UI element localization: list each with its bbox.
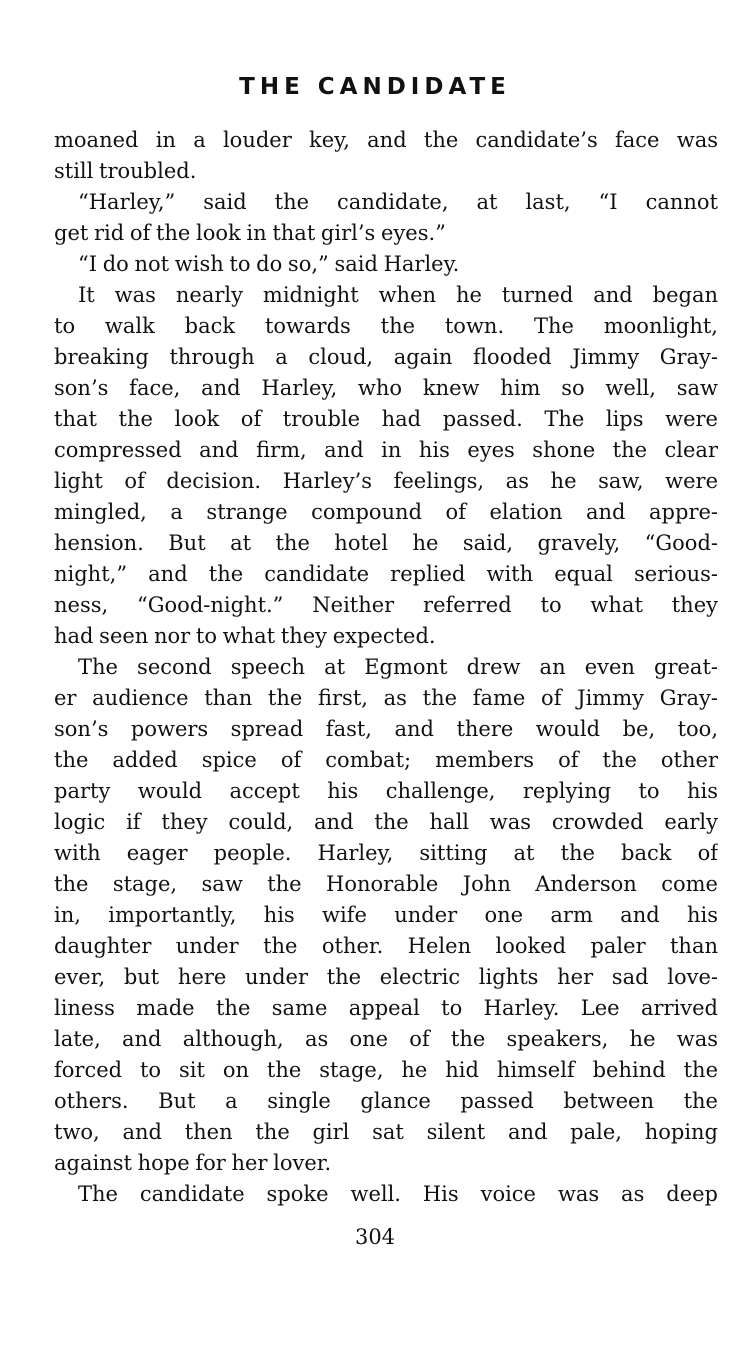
text-line: to walk back towards the town. The moonlight,: [54, 314, 718, 338]
text-line: get rid of the look in that girl’s eyes.”: [54, 221, 446, 245]
text-line: party would accept his challenge, replying to his: [54, 779, 718, 803]
text-line: in, importantly, his wife under one arm and his: [54, 903, 718, 927]
text-line: forced to sit on the stage, he hid himself behind the: [54, 1058, 718, 1082]
text-line: daughter under the other. Helen looked paler than: [54, 934, 718, 958]
running-head-title: THE CANDIDATE: [239, 74, 511, 100]
text-line: mingled, a strange compound of elation and appre-: [54, 500, 718, 524]
text-line: ever, but here under the electric lights her sad love-: [54, 965, 718, 989]
text-line: hension. But at the hotel he said, gravely, “Good-: [54, 531, 718, 555]
page-number: 304: [354, 1225, 396, 1249]
text-line: ness, “Good-night.” Neither referred to what they: [54, 593, 718, 617]
text-line: breaking through a cloud, again flooded Jimmy Gray-: [54, 345, 718, 369]
text-line: er audience than the first, as the fame of Jimmy Gray-: [54, 686, 718, 710]
text-line: two, and then the girl sat silent and pale, hoping: [54, 1120, 718, 1144]
text-line: The second speech at Egmont drew an even great-: [78, 655, 718, 679]
text-line: light of decision. Harley’s feelings, as he saw, were: [54, 469, 718, 493]
text-line: logic if they could, and the hall was crowded early: [54, 810, 718, 834]
text-line: son’s powers spread fast, and there would be, too,: [54, 717, 718, 741]
text-line: still troubled.: [54, 159, 197, 183]
text-line: night,” and the candidate replied with equal serious-: [54, 562, 718, 586]
text-line: that the look of trouble had passed. The lips were: [54, 407, 718, 431]
text-line: The candidate spoke well. His voice was as deep: [78, 1182, 718, 1206]
text-line: others. But a single glance passed between the: [54, 1089, 718, 1113]
text-line: with eager people. Harley, sitting at the back of: [54, 841, 718, 865]
text-line: liness made the same appeal to Harley. Lee arrived: [54, 996, 718, 1020]
text-line: the stage, saw the Honorable John Anderson come: [54, 872, 718, 896]
text-line: “I do not wish to do so,” said Harley.: [78, 252, 460, 276]
text-line: It was nearly midnight when he turned and began: [78, 283, 718, 307]
text-line: compressed and firm, and in his eyes shone the clear: [54, 438, 718, 462]
text-line: had seen nor to what they expected.: [54, 624, 436, 648]
text-line: moaned in a louder key, and the candidate’s face was: [54, 128, 718, 152]
text-line: son’s face, and Harley, who knew him so well, saw: [54, 376, 718, 400]
text-line: “Harley,” said the candidate, at last, “I cannot: [78, 190, 718, 214]
text-line: against hope for her lover.: [54, 1151, 332, 1175]
text-line: late, and although, as one of the speakers, he was: [54, 1027, 718, 1051]
text-line: the added spice of combat; members of the other: [54, 748, 718, 772]
body-text: [54, 125, 718, 1210]
